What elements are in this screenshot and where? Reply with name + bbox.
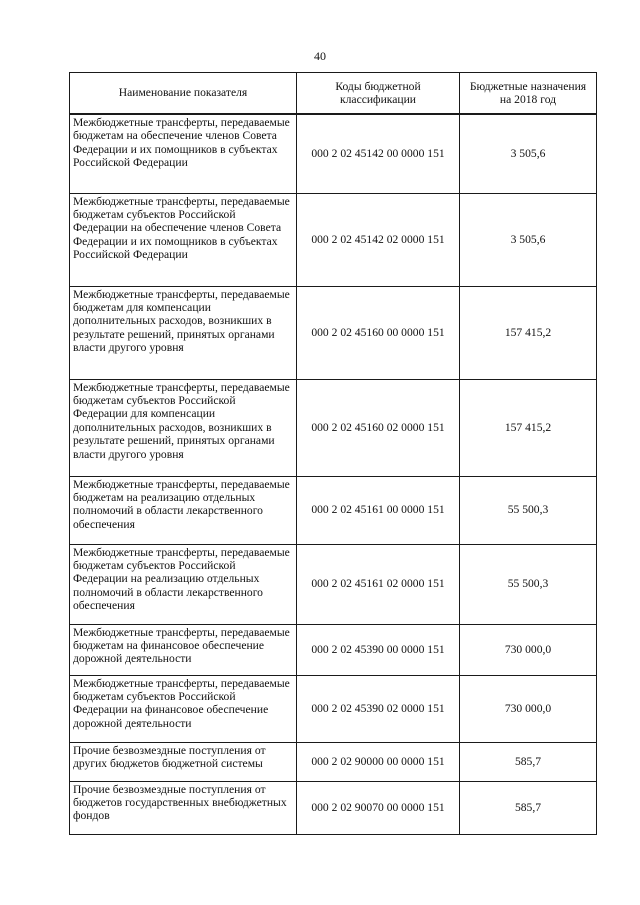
table-row [70, 476, 597, 544]
table-row [70, 286, 597, 379]
table-row [70, 675, 597, 742]
row-name: Межбюджетные трансферты, передаваемые бюджетам на финансовое обеспечение дорожной деятельности [70, 624, 297, 675]
row-name: Межбюджетные трансферты, передаваемые бюджетам для компенсации дополнительных расходов, возникших в результате решений, принятых органами власти другого уровня [70, 286, 297, 379]
table-header [70, 73, 597, 115]
row-code: 000 2 02 45160 00 0000 151 [297, 286, 460, 379]
table-row [70, 742, 597, 781]
table-row [70, 379, 597, 476]
table-body [70, 114, 597, 834]
table-row [70, 544, 597, 624]
row-name: Межбюджетные трансферты, передаваемые бюджетам на обеспечение членов Совета Федерации и их помощников в субъектах Российской Федерации [70, 114, 297, 193]
row-code: 000 2 02 45161 00 0000 151 [297, 476, 460, 544]
table-row [70, 114, 597, 193]
row-code: 000 2 02 45142 02 0000 151 [297, 193, 460, 286]
page-number: 40 [314, 49, 326, 63]
row-name: Прочие безвозмездные поступления от других бюджетов бюджетной системы [70, 742, 297, 781]
row-code: 000 2 02 90000 00 0000 151 [297, 742, 460, 781]
row-amount: 585,7 [460, 781, 597, 834]
row-amount: 55 500,3 [460, 476, 597, 544]
table-row [70, 781, 597, 834]
row-code: 000 2 02 45142 00 0000 151 [297, 114, 460, 193]
header-name: Наименование показателя [70, 73, 297, 115]
row-code: 000 2 02 45161 02 0000 151 [297, 544, 460, 624]
budget-table [69, 72, 597, 835]
row-amount: 3 505,6 [460, 114, 597, 193]
row-code: 000 2 02 90070 00 0000 151 [297, 781, 460, 834]
header-code: Коды бюджетной классификации [297, 73, 460, 115]
row-name: Межбюджетные трансферты, передаваемые бюджетам субъектов Российской Федерации на обеспечение членов Совета Федерации и их помощников в субъектах Российской Федерации [70, 193, 297, 286]
header-row [70, 73, 597, 115]
row-name: Межбюджетные трансферты, передаваемые бюджетам на реализацию отдельных полномочий в области лекарственного обеспечения [70, 476, 297, 544]
row-code: 000 2 02 45160 02 0000 151 [297, 379, 460, 476]
row-name: Прочие безвозмездные поступления от бюджетов государственных внебюджетных фондов [70, 781, 297, 834]
row-code: 000 2 02 45390 02 0000 151 [297, 675, 460, 742]
table-row [70, 193, 597, 286]
row-amount: 730 000,0 [460, 624, 597, 675]
row-amount: 3 505,6 [460, 193, 597, 286]
row-amount: 55 500,3 [460, 544, 597, 624]
row-name: Межбюджетные трансферты, передаваемые бюджетам субъектов Российской Федерации для компенсации дополнительных расходов, возникших в результате решений, принятых органами власти другого уровня [70, 379, 297, 476]
row-amount: 585,7 [460, 742, 597, 781]
table-row [70, 624, 597, 675]
row-amount: 730 000,0 [460, 675, 597, 742]
row-amount: 157 415,2 [460, 286, 597, 379]
row-amount: 157 415,2 [460, 379, 597, 476]
header-amount: Бюджетные назначения на 2018 год [460, 73, 597, 115]
row-name: Межбюджетные трансферты, передаваемые бюджетам субъектов Российской Федерации на реализацию отдельных полномочий в области лекарственного обеспечения [70, 544, 297, 624]
row-code: 000 2 02 45390 00 0000 151 [297, 624, 460, 675]
row-name: Межбюджетные трансферты, передаваемые бюджетам субъектов Российской Федерации на финансовое обеспечение дорожной деятельности [70, 675, 297, 742]
